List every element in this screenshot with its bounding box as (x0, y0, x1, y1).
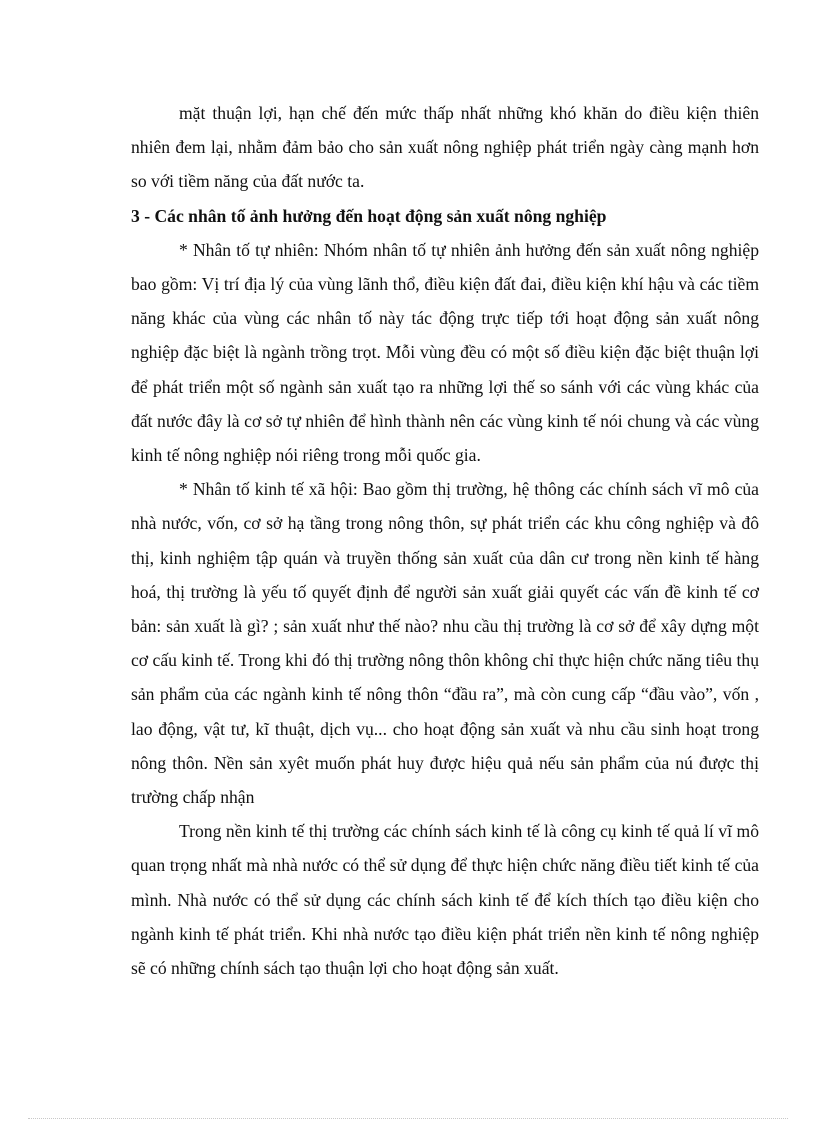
paragraph-economic-policy: Trong nền kinh tế thị trường các chính sách kinh tế là công cụ kinh tế quả lí vĩ mô quan trọng nhất mà nhà nước có thể sử dụng để thực hiện chức năng điều tiết kinh tế của mình. Nhà nước có thể sử dụng các chính sách kinh tế để kích thích tạo điều kiện cho ngành kinh tế phát triển. Khi nhà nước tạo điều kiện phát triển nền kinh tế nông nghiệp sẽ có những chính sách tạo thuận lợi cho hoạt động sản xuất. (131, 821, 759, 979)
page-bottom-divider (28, 1118, 788, 1119)
paragraph-continuation: mặt thuận lợi, hạn chế đến mức thấp nhất những khó khăn do điều kiện thiên nhiên đem lại, nhằm đảm bảo cho sản xuất nông nghiệp phát triển ngày càng mạnh hơn so với tiềm năng của đất nước ta. (131, 103, 759, 192)
paragraph-natural-factors: * Nhân tố tự nhiên: Nhóm nhân tố tự nhiên ảnh hưởng đến sản xuất nông nghiệp bao gồm: Vị trí địa lý của vùng lãnh thổ, điều kiện đất đai, điều kiện khí hậu và các tiềm năng khác của vùng các nhân tố này tác động trực tiếp tới hoạt động sản xuất nông nghiệp đặc biệt là ngành trồng trọt. Mỗi vùng đều có một số điều kiện đặc biệt thuận lợi để phát triển một số ngành sản xuất tạo ra những lợi thế so sánh với các vùng khác của đất nước đây là cơ sở tự nhiên để hình thành nên các vùng kinh tế nói chung và các vùng kinh tế nông nghiệp nói riêng trong mỗi quốc gia. (131, 239, 759, 466)
paragraph-socioeconomic-factors: * Nhân tố kinh tế xã hội: Bao gồm thị trường, hệ thông các chính sách vĩ mô của nhà nước, vốn, cơ sở hạ tầng trong nông thôn, sự phát triển các khu công nghiệp và đô thị, kinh nghiệm tập quán và truyền thống sản xuất của dân cư trong nền kinh tế hàng hoá, thị trường là yếu tố quyết định để người sản xuất giải quyết các vấn đề kinh tế cơ bản: sản xuất là gì? ; sản xuất như thế nào? nhu cầu thị trường là cơ sở để xây dựng một cơ cấu kinh tế. Trong khi đó thị trường nông thôn không chỉ thực hiện chức năng tiêu thụ sản phẩm của các ngành kinh tế nông thôn “đầu ra”, mà còn cung cấp “đầu vào”, vốn , lao động, vật tư, kĩ thuật, dịch vụ... cho hoạt động sản xuất và nhu cầu sinh hoạt trong nông thôn. Nền sản xyêt muốn phát huy được hiệu quả nếu sản phẩm của nú được thị trường chấp nhận (131, 479, 759, 808)
document-page (131, 96, 759, 985)
section-heading: 3 - Các nhân tố ảnh hưởng đến hoạt động sản xuất nông nghiệp (131, 205, 607, 226)
